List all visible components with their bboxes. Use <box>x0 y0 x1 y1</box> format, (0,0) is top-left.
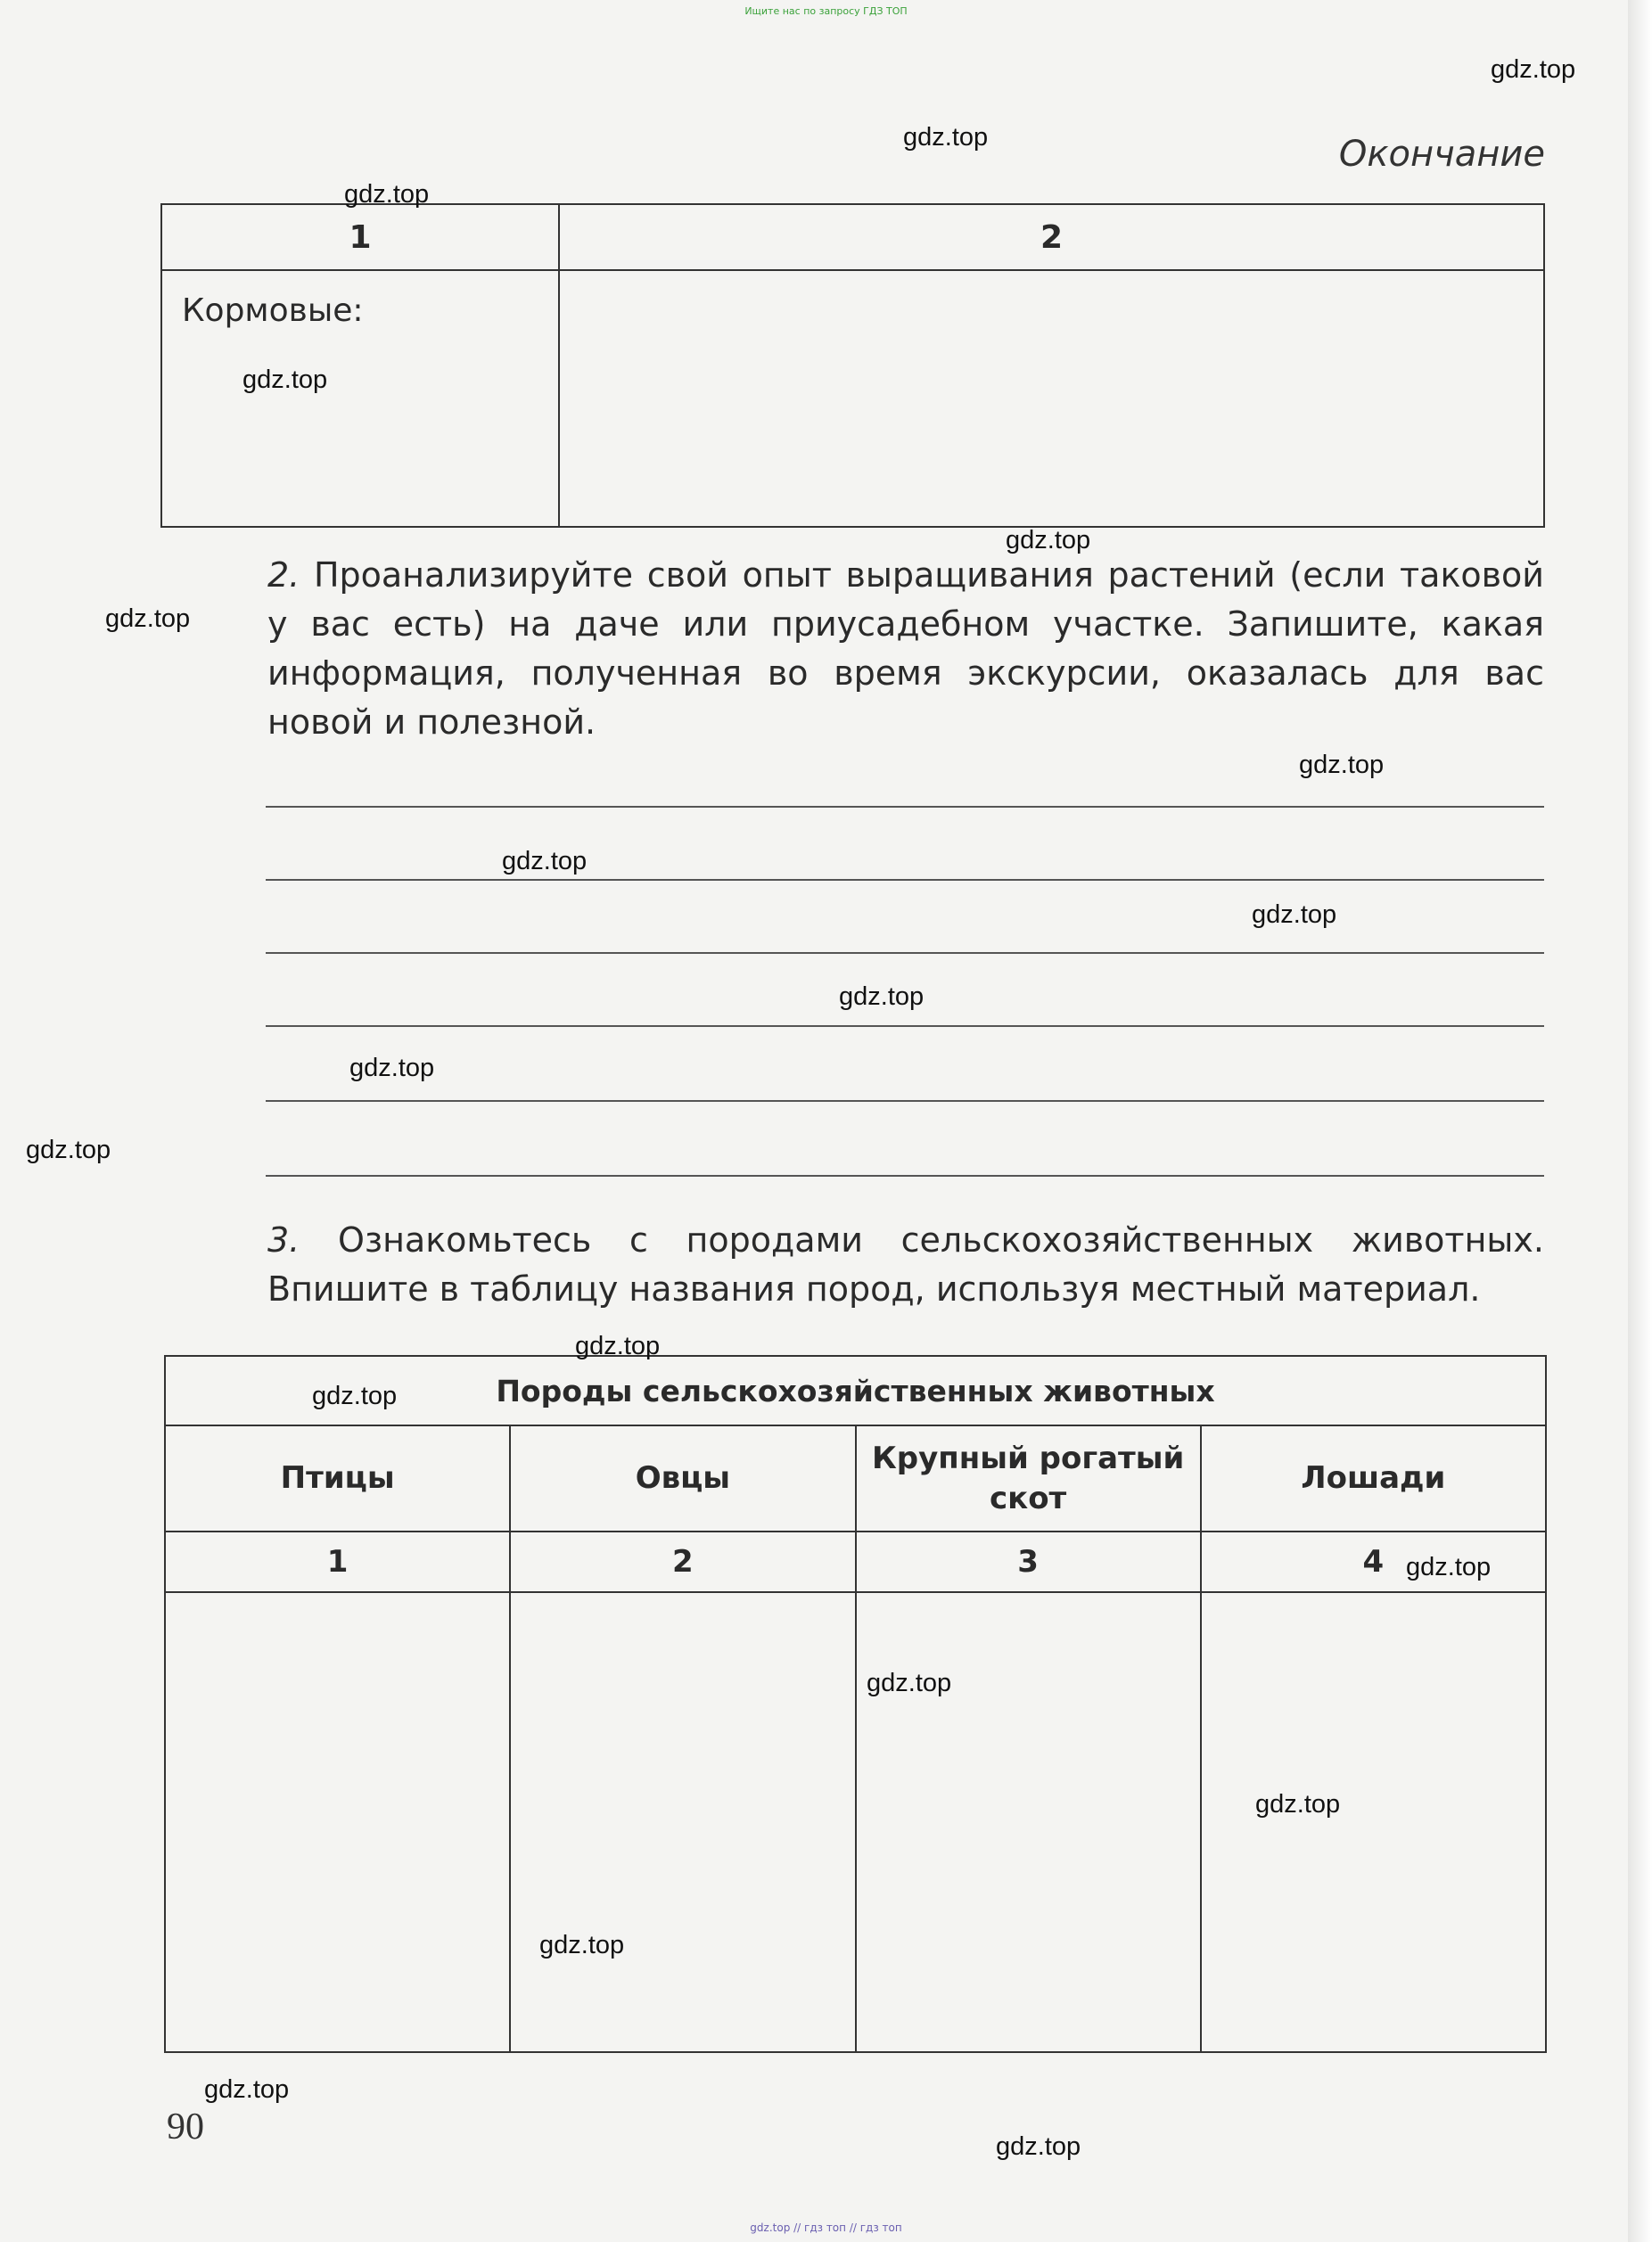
task-2-text: Проанализируйте свой опыт выращивания растений (если таковой у вас есть) на даче или приусадебном участке. Запишите, какая информация, полученная во время экскурсии, оказалась для вас новой и полезной. <box>267 555 1544 742</box>
task-2 <box>267 551 1544 747</box>
answer-line[interactable] <box>266 1025 1544 1027</box>
bottom-banner: gdz.top // гдз топ // гдз топ <box>750 2221 902 2234</box>
watermark: gdz.top <box>1006 526 1091 554</box>
answer-cell[interactable] <box>559 270 1544 527</box>
watermark: gdz.top <box>539 1931 625 1959</box>
watermark: gdz.top <box>312 1382 398 1410</box>
answer-line[interactable] <box>266 806 1544 808</box>
watermark: gdz.top <box>26 1136 111 1164</box>
answer-line[interactable] <box>266 1175 1544 1177</box>
column-number-4: 4 <box>1201 1532 1546 1592</box>
section-label: Окончание <box>1338 134 1545 175</box>
watermark: gdz.top <box>344 180 430 209</box>
column-header-2: 2 <box>559 204 1544 270</box>
page-number: 90 <box>167 2106 204 2148</box>
column-header-cattle: Крупный рогатый скот <box>856 1425 1201 1532</box>
top-banner: Ищите нас по запросу ГДЗ ТОП <box>744 5 908 17</box>
column-number-1: 1 <box>165 1532 510 1592</box>
answer-line[interactable] <box>266 952 1544 954</box>
watermark: gdz.top <box>1406 1553 1492 1581</box>
watermark: gdz.top <box>903 123 989 152</box>
watermark: gdz.top <box>242 365 328 394</box>
column-header-birds: Птицы <box>165 1425 510 1532</box>
column-header-1: 1 <box>161 204 559 270</box>
breeds-table <box>164 1355 1547 2053</box>
answer-line[interactable] <box>266 1100 1544 1102</box>
watermark: gdz.top <box>1252 900 1337 929</box>
task-3 <box>267 1216 1544 1314</box>
answer-cell-cattle[interactable] <box>856 1592 1201 2052</box>
task-3-number: 3. <box>267 1220 300 1260</box>
watermark: gdz.top <box>996 2132 1081 2161</box>
answer-cell-birds[interactable] <box>165 1592 510 2052</box>
watermark: gdz.top <box>575 1332 661 1360</box>
answer-cell-horses[interactable] <box>1201 1592 1546 2052</box>
watermark: gdz.top <box>1255 1790 1341 1819</box>
breeds-table-caption: Породы сельскохозяйственных животных <box>165 1356 1546 1425</box>
answer-line[interactable] <box>266 879 1544 881</box>
task-2-number: 2. <box>267 555 300 595</box>
watermark: gdz.top <box>1491 55 1576 84</box>
row-label-feed: Кормовые: <box>161 270 559 527</box>
watermark: gdz.top <box>839 982 925 1011</box>
column-number-2: 2 <box>510 1532 855 1592</box>
watermark: gdz.top <box>1299 751 1385 779</box>
watermark: gdz.top <box>349 1054 435 1082</box>
task-3-text: Ознакомьтесь с породами сельскохозяйственных животных. Впишите в таблицу названия пород, используя местный материал. <box>267 1220 1544 1309</box>
column-header-horses: Лошади <box>1201 1425 1546 1532</box>
watermark: gdz.top <box>105 604 191 633</box>
answer-cell-sheep[interactable] <box>510 1592 855 2052</box>
column-number-3: 3 <box>856 1532 1201 1592</box>
column-header-sheep: Овцы <box>510 1425 855 1532</box>
watermark: gdz.top <box>502 847 588 875</box>
feed-table <box>160 203 1545 528</box>
watermark: gdz.top <box>204 2075 290 2104</box>
page-edge-shadow <box>1628 0 1652 2242</box>
watermark: gdz.top <box>867 1669 952 1697</box>
